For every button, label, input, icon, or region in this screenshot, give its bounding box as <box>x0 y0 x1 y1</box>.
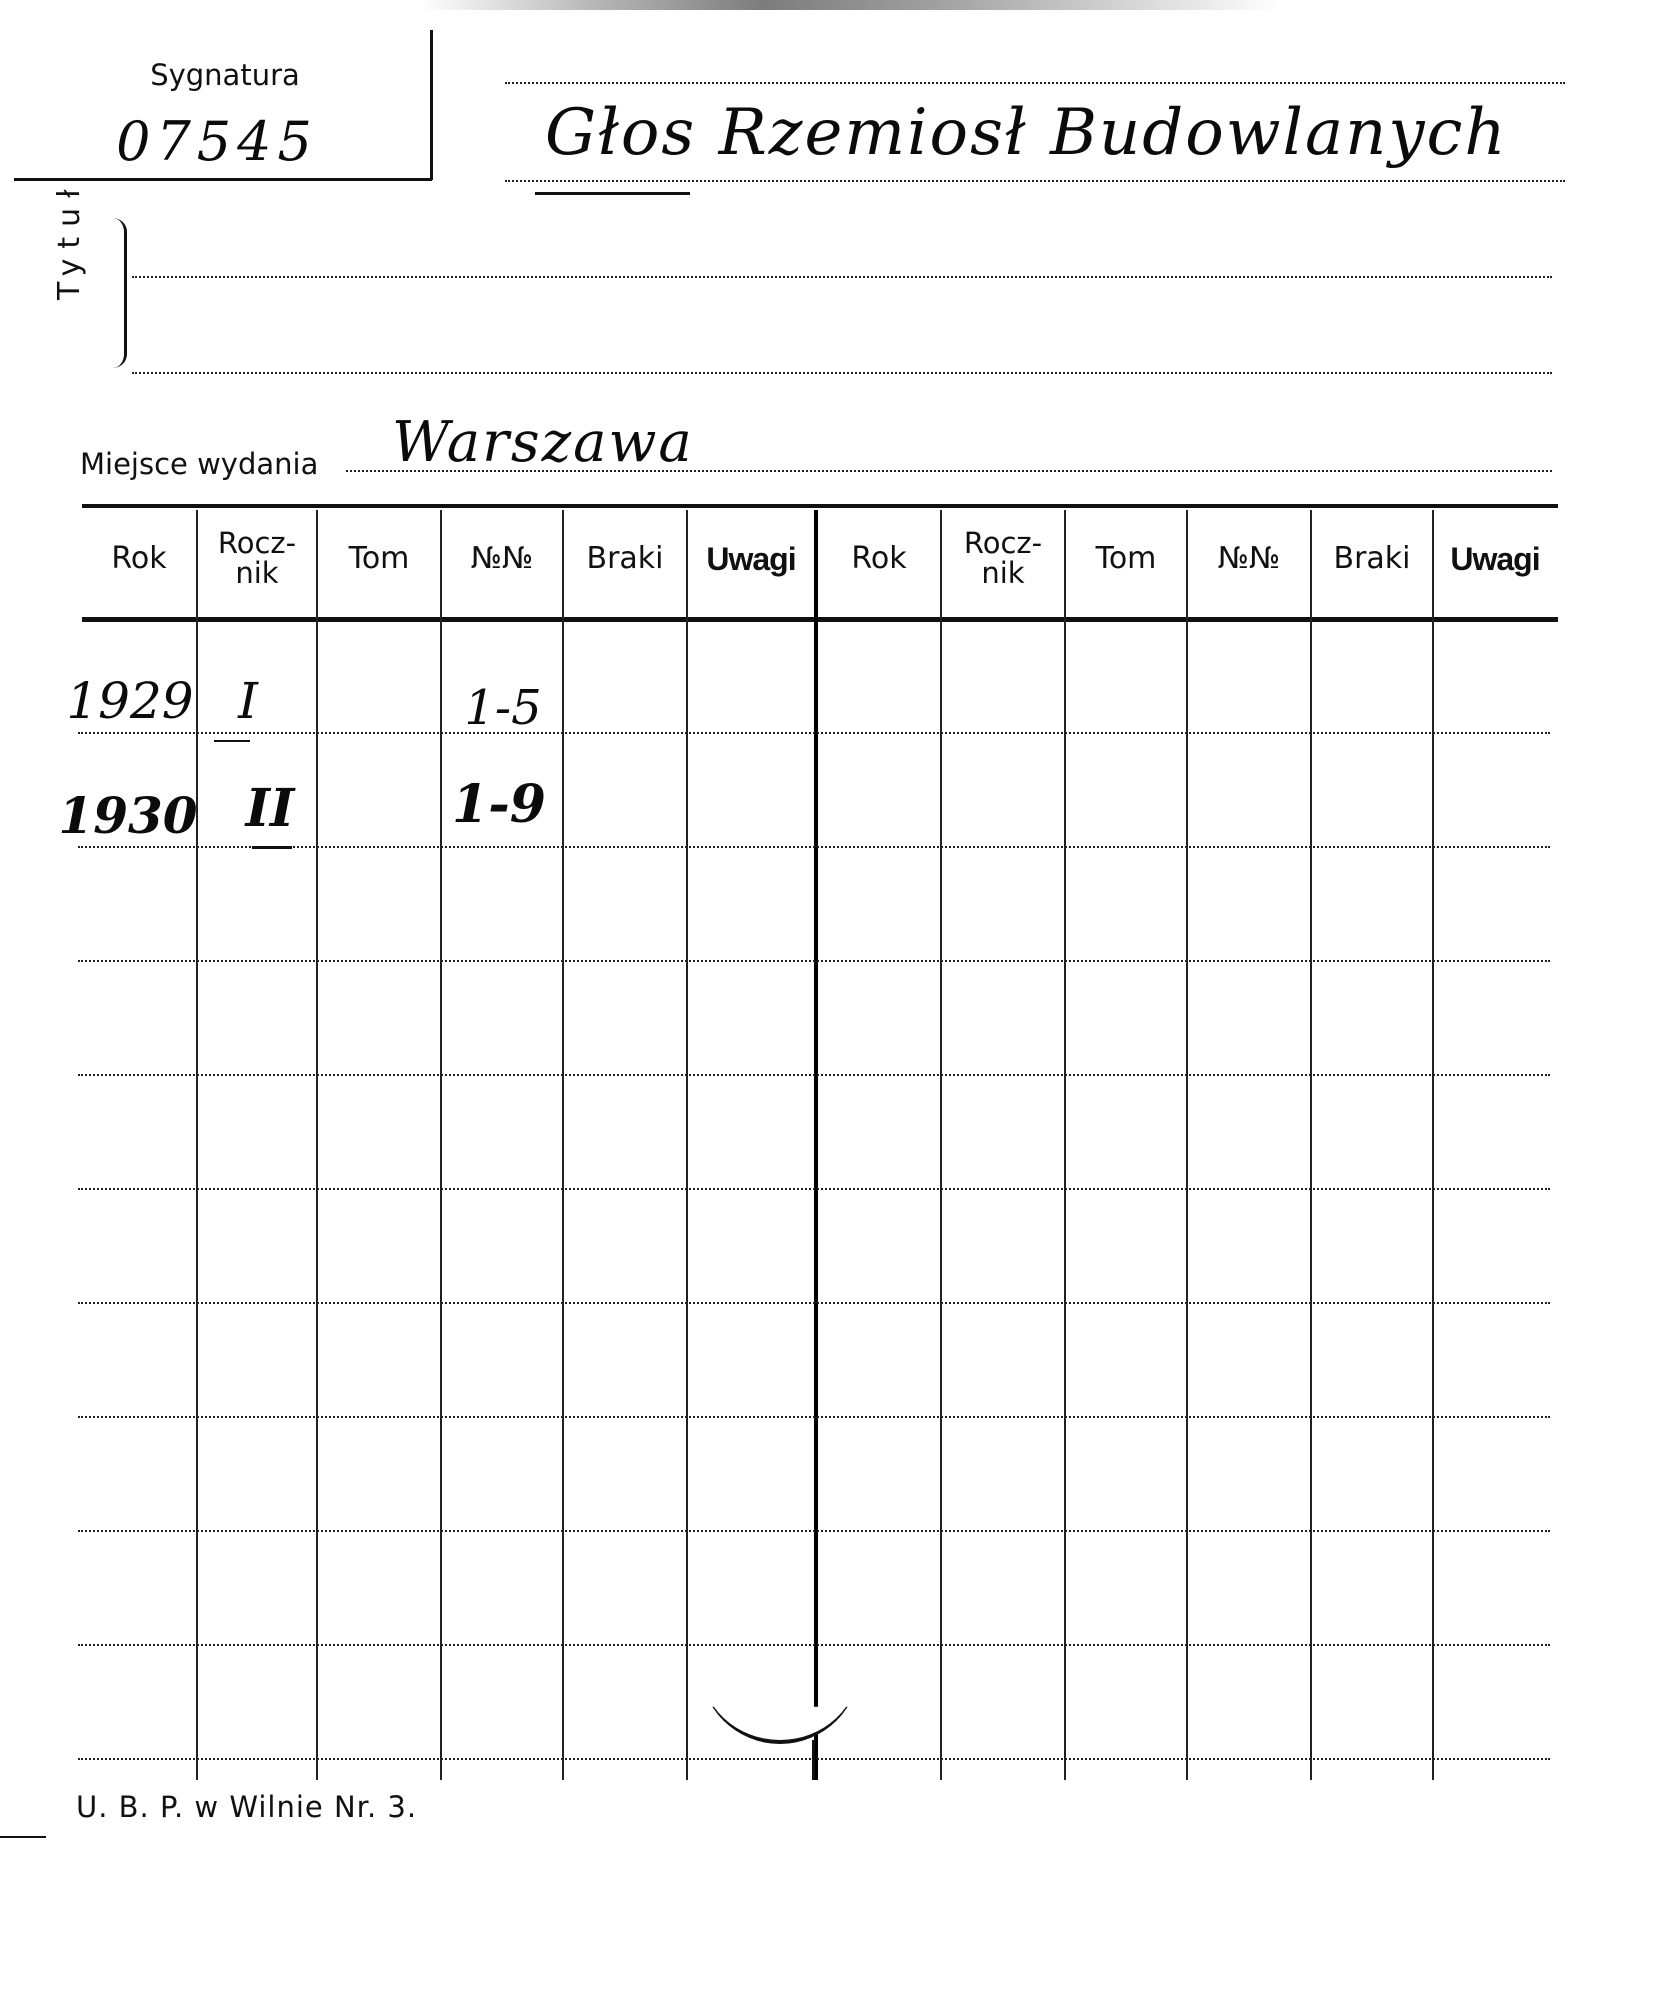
header-braki-2: Braki <box>1333 541 1411 576</box>
header-rocznik-line2: nik <box>235 556 279 590</box>
table-header-rule <box>82 617 1558 622</box>
header-rocznik-2-line2: nik <box>981 556 1025 590</box>
tytul-label: Tytuł <box>52 179 87 300</box>
row2-rocznik-underline <box>252 846 292 849</box>
header-braki: Braki <box>586 541 664 576</box>
header-uwagi-2: Uwagi <box>1450 541 1540 577</box>
row1-rocznik-underline <box>214 740 250 742</box>
footer-edge-mark <box>0 1836 46 1838</box>
sygnatura-label: Sygnatura <box>150 58 300 92</box>
tytul-line-2 <box>132 372 1552 374</box>
header-rocznik-2 <box>942 528 1064 588</box>
place-value: Warszawa <box>392 410 694 475</box>
col-divider <box>1432 510 1434 1780</box>
row-line <box>78 732 1550 734</box>
header-numery-2: №№ <box>1217 541 1281 576</box>
punch-hole <box>700 1620 860 1744</box>
header-numery: №№ <box>470 541 534 576</box>
header-rok: Rok <box>111 541 167 576</box>
col-divider-center <box>814 510 818 1780</box>
footer-text: U. B. P. w Wilnie Nr. 3. <box>76 1790 418 1824</box>
col-divider <box>1064 510 1066 1780</box>
title-line <box>505 180 1565 182</box>
col-divider <box>440 510 442 1780</box>
row2-numery: 1-9 <box>452 774 546 835</box>
row2-rocznik: II <box>245 778 295 839</box>
row-line <box>78 1074 1550 1076</box>
header-rocznik <box>198 528 316 588</box>
row-line <box>78 1644 1550 1646</box>
place-label: Miejsce wydania <box>80 447 319 481</box>
title-underline-mark <box>535 192 690 195</box>
header-tom: Tom <box>348 541 410 576</box>
col-divider <box>940 510 942 1780</box>
col-divider <box>686 510 688 1780</box>
header-uwagi: Uwagi <box>706 541 796 577</box>
row-line <box>78 960 1550 962</box>
row-line <box>78 1530 1550 1532</box>
row-line <box>78 1302 1550 1304</box>
tytul-brace <box>112 218 127 368</box>
col-divider <box>1186 510 1188 1780</box>
col-divider <box>1310 510 1312 1780</box>
title-line-top <box>505 82 1565 84</box>
sygnatura-divider <box>430 30 433 180</box>
center-tick <box>812 1740 815 1780</box>
row1-rocznik: I <box>238 672 258 730</box>
header-tom-2: Tom <box>1095 541 1157 576</box>
scan-artifact-top <box>420 0 1280 10</box>
title-handwritten: Głos Rzemiosł Budowlanych <box>545 96 1508 170</box>
header-rok-2: Rok <box>851 541 907 576</box>
row-line <box>78 1188 1550 1190</box>
header-rocznik-2-line1: Rocz- <box>963 526 1043 560</box>
col-divider <box>316 510 318 1780</box>
table-top-rule <box>82 504 1558 508</box>
row2-rok: 1930 <box>58 786 198 845</box>
sygnatura-value: 07545 <box>116 110 318 173</box>
row1-rok: 1929 <box>66 672 194 730</box>
tytul-line-1 <box>132 276 1552 278</box>
header-rocznik-line1: Rocz- <box>217 526 297 560</box>
col-divider <box>562 510 564 1780</box>
row-line <box>78 1416 1550 1418</box>
row1-numery: 1-5 <box>464 680 542 736</box>
row-line <box>78 846 1550 848</box>
